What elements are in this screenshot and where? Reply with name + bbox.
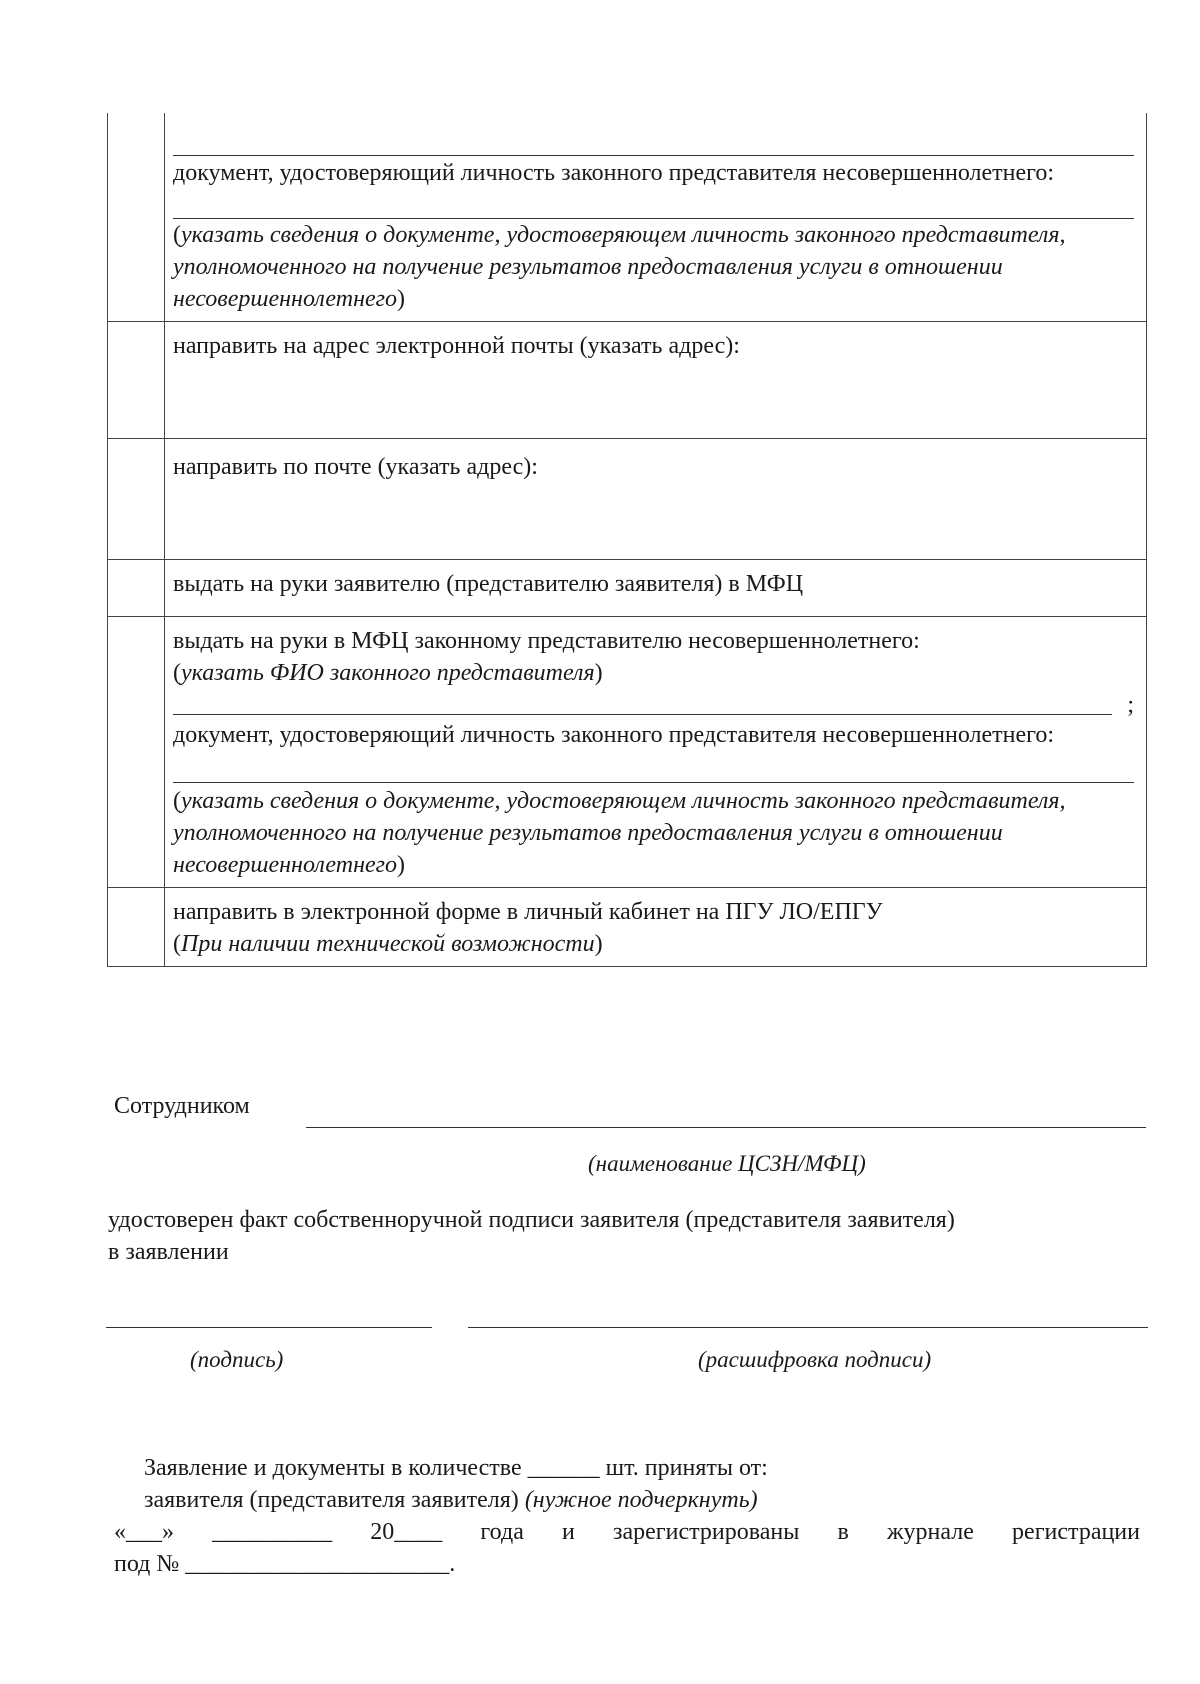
fio-hint: (указать ФИО законного представителя)	[173, 660, 603, 686]
doc-label: документ, удостоверяющий личность законного представителя несовершеннолетнего:	[173, 722, 1055, 748]
employee-blank-line[interactable]	[306, 1127, 1146, 1128]
registration-date-line: «___» __________ 20____ года и зарегистрированы в журнале регистрации	[114, 1519, 1140, 1545]
table-row	[108, 560, 1147, 617]
doc-label: документ, удостоверяющий личность законного представителя несовершеннолетнего:	[173, 160, 1055, 186]
employee-label: Сотрудником	[114, 1093, 250, 1119]
option-text-cell	[165, 113, 1147, 322]
blank-line-top[interactable]	[173, 113, 1134, 157]
table-row	[108, 322, 1147, 439]
table-row	[108, 439, 1147, 560]
signature-blank-line[interactable]	[106, 1327, 432, 1328]
mfc-applicant-option-label: выдать на руки заявителю (представителю заявителя) в МФЦ	[173, 571, 804, 597]
option-checkbox-cell[interactable]	[108, 439, 165, 560]
option-text-cell	[165, 888, 1147, 967]
mfc-representative-option-label: выдать на руки в МФЦ законному представителю несовершеннолетнего:	[173, 628, 920, 654]
doc-hint: (указать сведения о документе, удостоверяющем личность законного представителя, уполномоченного на получение результатов предоставления услуги в отношении несовершеннолетнего)	[173, 222, 1066, 312]
doc-blank-line[interactable]	[173, 189, 1134, 219]
epgu-option-label: направить в электронной форме в личный кабинет на ПГУ ЛО/ЕПГУ	[173, 899, 883, 925]
epgu-hint: (При наличии технической возможности)	[173, 931, 603, 957]
option-checkbox-cell[interactable]	[108, 113, 165, 322]
option-text-cell	[165, 322, 1147, 439]
option-checkbox-cell[interactable]	[108, 560, 165, 617]
signature-hint: (подпись)	[190, 1347, 284, 1372]
decoding-hint: (расшифровка подписи)	[698, 1347, 932, 1372]
option-text-cell	[165, 560, 1147, 617]
accepted-text-line1: Заявление и документы в количестве ______ шт. приняты от:	[144, 1455, 768, 1481]
option-checkbox-cell[interactable]	[108, 322, 165, 439]
email-option-label: направить на адрес электронной почты (указать адрес):	[173, 333, 740, 359]
doc-hint: (указать сведения о документе, удостоверяющем личность законного представителя, уполномоченного на получение результатов предоставления услуги в отношении несовершеннолетнего)	[173, 788, 1066, 878]
table-row	[108, 617, 1147, 888]
post-option-label: направить по почте (указать адрес):	[173, 454, 538, 480]
option-checkbox-cell[interactable]	[108, 617, 165, 888]
employee-hint: (наименование ЦСЗН/МФЦ)	[588, 1151, 866, 1176]
table-row	[108, 888, 1147, 967]
certified-text-line2: в заявлении	[108, 1239, 229, 1265]
decoding-blank-line[interactable]	[468, 1327, 1148, 1328]
option-text-cell	[165, 439, 1147, 560]
option-checkbox-cell[interactable]	[108, 888, 165, 967]
doc-blank-line[interactable]	[173, 751, 1134, 785]
registration-number-line: под № ______________________.	[114, 1551, 456, 1577]
certified-text-line1: удостоверен факт собственноручной подписи заявителя (представителя заявителя)	[108, 1207, 955, 1233]
delivery-options-table	[107, 113, 1147, 967]
fio-blank-line[interactable]: ;	[173, 689, 1134, 719]
accepted-text-line2: заявителя (представителя заявителя) (нужное подчеркнуть)	[144, 1487, 758, 1513]
option-text-cell	[165, 617, 1147, 888]
table-row	[108, 113, 1147, 322]
